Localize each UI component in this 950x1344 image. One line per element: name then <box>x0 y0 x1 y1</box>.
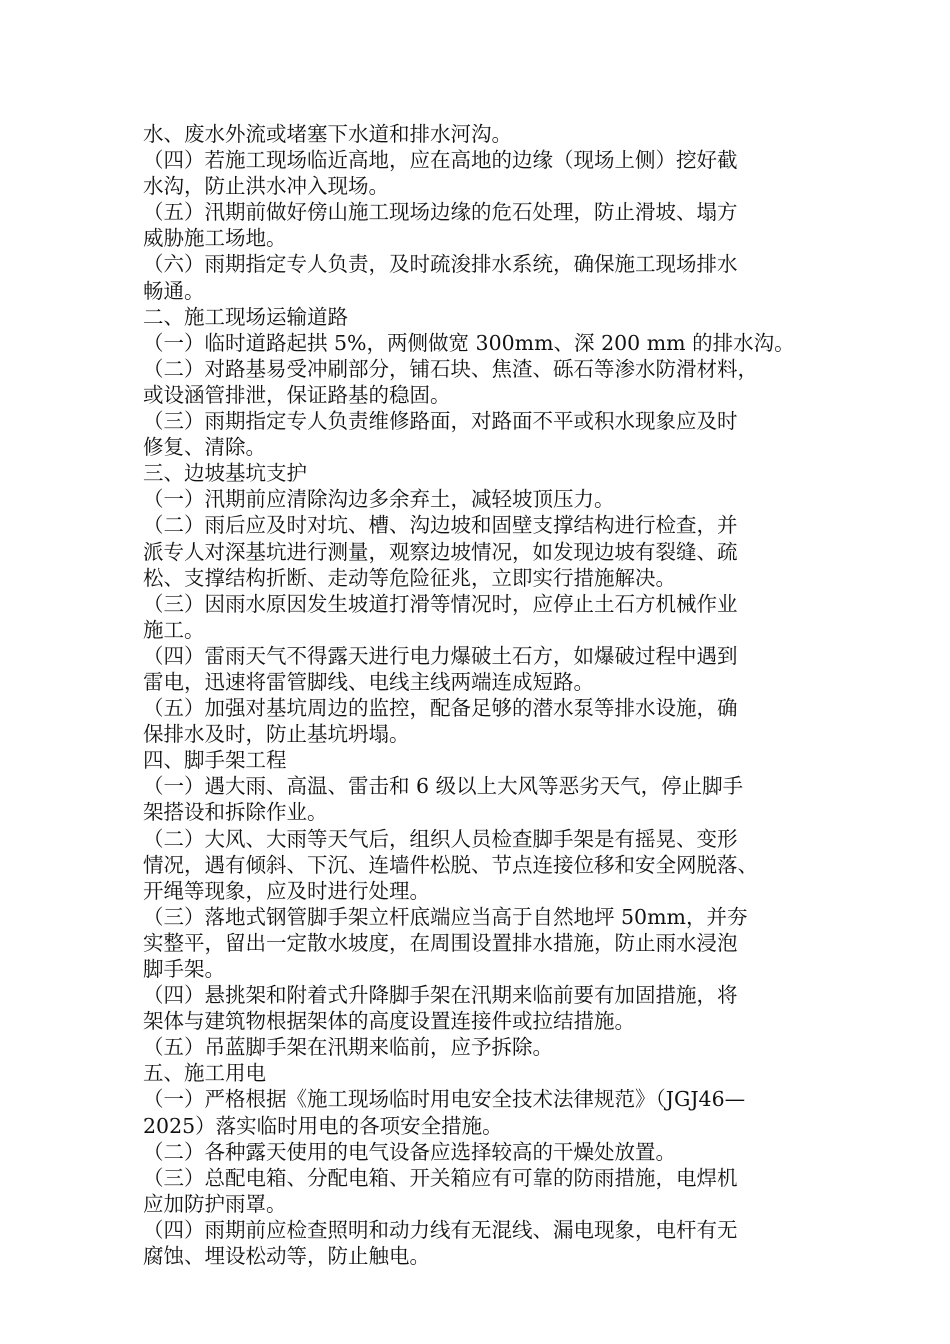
text-line: （三）总配电箱、分配电箱、开关箱应有可靠的防雨措施，电焊机 <box>143 1165 738 1190</box>
text-line: 情况，遇有倾斜、下沉、连墙件松脱、节点连接位移和安全网脱落、 <box>143 852 758 877</box>
text-line: 水沟，防止洪水冲入现场。 <box>143 174 389 199</box>
text-line: 威胁施工场地。 <box>143 226 287 251</box>
text-line: （二）雨后应及时对坑、槽、沟边坡和固壁支撑结构进行检查，并 <box>143 513 738 538</box>
text-line: 脚手架。 <box>143 957 225 981</box>
text-line: 施工。 <box>143 617 205 642</box>
text-line: （五）加强对基坑周边的监控，配备足够的潜水泵等排水设施，确 <box>143 696 738 721</box>
text-line: （二）对路基易受冲刷部分，铺石块、焦渣、砾石等渗水防滑材料， <box>143 356 758 381</box>
text-line: 松、支撑结构折断、走动等危险征兆，立即实行措施解决。 <box>143 565 676 590</box>
text-line: 畅通。 <box>143 278 205 303</box>
text-line: （二）各种露天使用的电气设备应选择较高的干燥处放置。 <box>143 1139 676 1164</box>
text-line: 或设涵管排泄，保证路基的稳固。 <box>143 382 451 407</box>
text-line: （一）严格根据《施工现场临时用电安全技术法律规范》（JGJ46— <box>143 1087 746 1112</box>
text-line: （五）吊蓝脚手架在汛期来临前，应予拆除。 <box>143 1035 553 1060</box>
text-line: 派专人对深基坑进行测量，观察边坡情况，如发现边坡有裂缝、疏 <box>143 539 738 564</box>
section-heading: 三、边坡基坑支护 <box>143 461 307 486</box>
text-line: 水、废水外流或堵塞下水道和排水河沟。 <box>143 122 512 146</box>
text-line: （一）汛期前应清除沟边多余弃土，减轻坡顶压力。 <box>143 487 615 512</box>
text-line: （四）若施工现场临近高地，应在高地的边缘（现场上侧）挖好截 <box>143 148 738 173</box>
text-line: （五）汛期前做好傍山施工现场边缘的危石处理，防止滑坡、塌方 <box>143 200 738 225</box>
text-line: 修复、清除。 <box>143 435 266 460</box>
text-line: （四）雷雨天气不得露天进行电力爆破土石方，如爆破过程中遇到 <box>143 643 738 668</box>
text-line: 腐蚀、埋设松动等，防止触电。 <box>143 1244 430 1269</box>
text-line: （一）临时道路起拱 5%，两侧做宽 300mm、深 200 mm 的排水沟。 <box>143 330 795 355</box>
text-line: 保排水及时，防止基坑坍塌。 <box>143 722 410 747</box>
section-heading: 二、施工现场运输道路 <box>143 304 348 329</box>
text-line: 开绳等现象，应及时进行处理。 <box>143 878 430 903</box>
text-line: 2025）落实临时用电的各项安全措施。 <box>143 1113 503 1138</box>
text-line: 雷电，迅速将雷管脚线、电线主线两端连成短路。 <box>143 669 594 694</box>
text-line: （三）因雨水原因发生坡道打滑等情况时，应停止土石方机械作业 <box>143 591 738 616</box>
text-line: （四）雨期前应检查照明和动力线有无混线、漏电现象，电杆有无 <box>143 1217 738 1242</box>
text-line: 应加防护雨罩。 <box>143 1191 287 1216</box>
document-body <box>143 121 823 1269</box>
text-line: 架体与建筑物根据架体的高度设置连接件或拉结措施。 <box>143 1009 635 1034</box>
text-line: （三）落地式钢管脚手架立杆底端应当高于自然地坪 50mm，并夯 <box>143 904 748 929</box>
text-line: （四）悬挑架和附着式升降脚手架在汛期来临前要有加固措施，将 <box>143 983 738 1008</box>
section-heading: 五、施工用电 <box>143 1061 266 1086</box>
text-line: 实整平，留出一定散水坡度，在周围设置排水措施，防止雨水浸泡 <box>143 930 738 955</box>
text-line: （二）大风、大雨等天气后，组织人员检查脚手架是有摇晃、变形 <box>143 826 738 851</box>
text-line: （六）雨期指定专人负责，及时疏浚排水系统，确保施工现场排水 <box>143 252 738 277</box>
section-heading: 四、脚手架工程 <box>143 748 287 773</box>
text-line: 架搭设和拆除作业。 <box>143 800 328 825</box>
text-line: （三）雨期指定专人负责维修路面，对路面不平或积水现象应及时 <box>143 409 738 434</box>
text-line: （一）遇大雨、高温、雷击和 6 级以上大风等恶劣天气，停止脚手 <box>143 774 744 799</box>
